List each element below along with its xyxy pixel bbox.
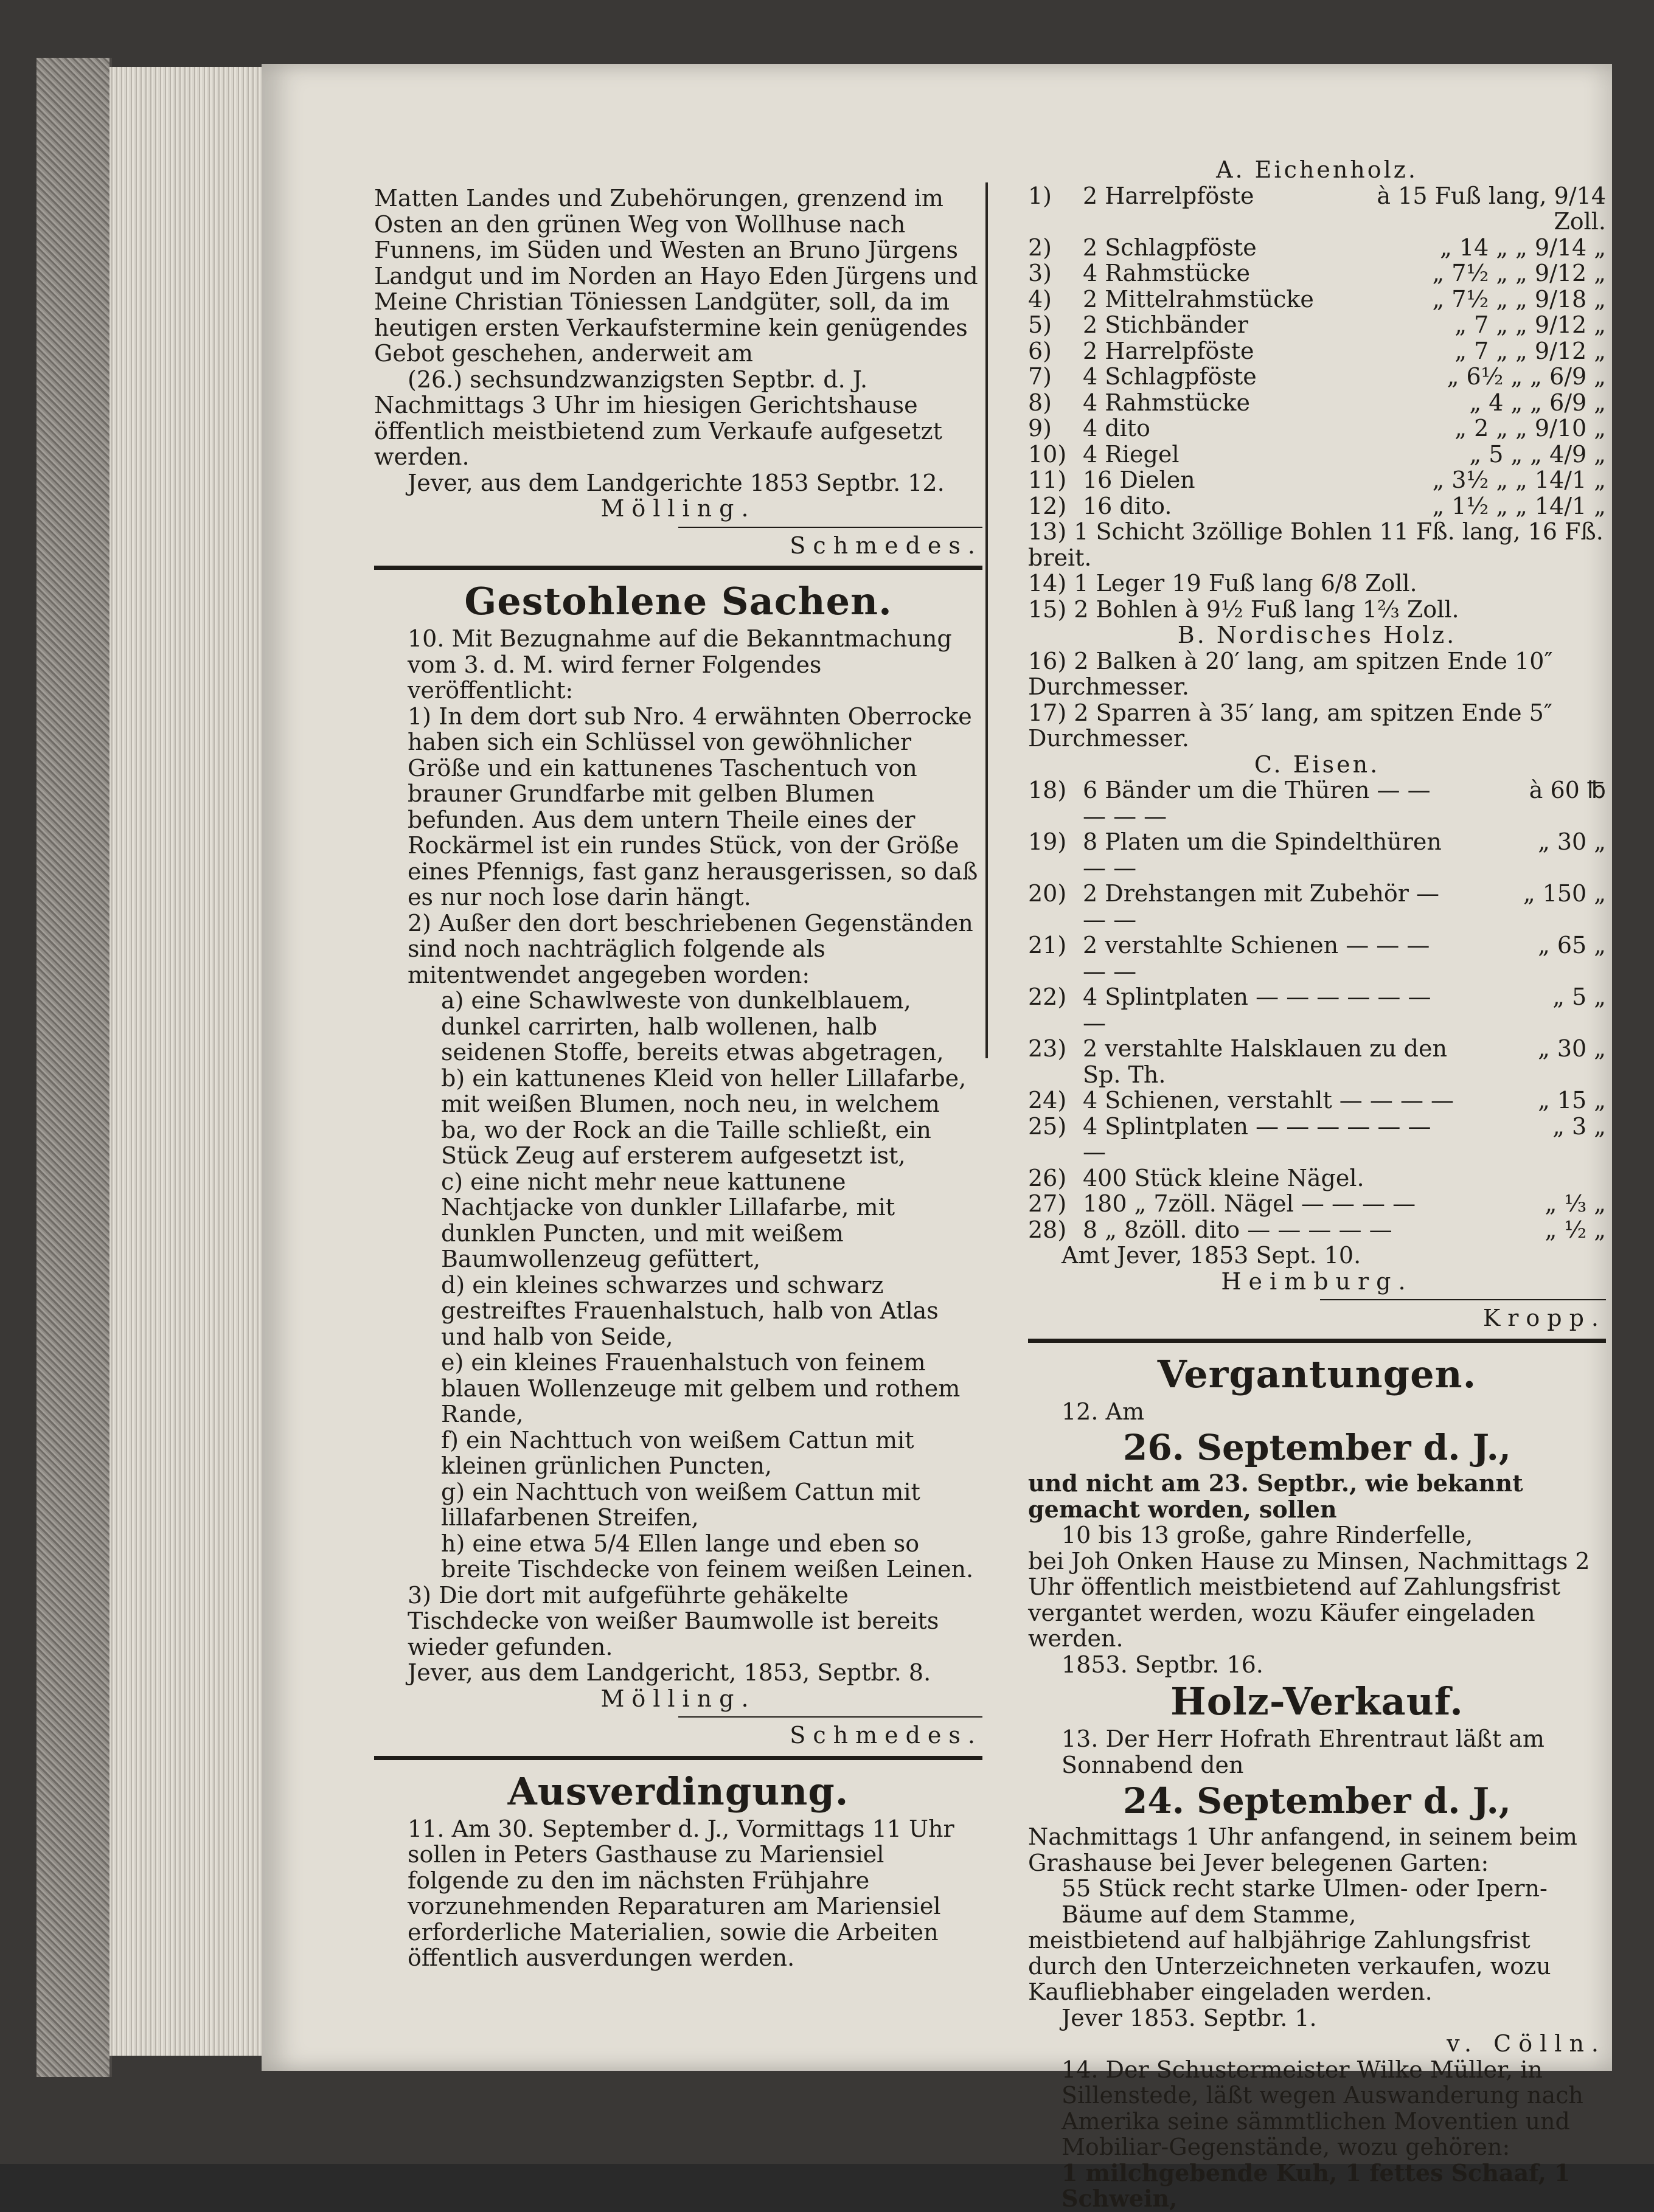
notice-10-item-1: 1) In dem dort sub Nro. 4 erwähnten Oberrocke haben sich ein Schlüssel von gewöhnlicher Größe und ein kattunenes Taschentuch von brauner Grundfarbe mit gelben Blumen befunden. Aus dem untern Theile eines der Rockärmel ist ein rundes Stück, von der Größe eines Pfennigs, fast ganz herausgerissen, so daß es nur noch lose darin hängt. [408,702,978,910]
list-item: 5) 2 Stichbänder „ 7 „ „ 9/12 „ [1028,311,1606,338]
list-item: 15) 2 Bohlen à 9½ Fuß lang 1⅔ Zoll. [1028,595,1459,623]
list-item: 13) 1 Schicht 3zöllige Bohlen 11 Fß. lang, 16 Fß. breit. [1028,518,1604,571]
list-item: 25) 4 Splintplaten — — — — — — — „ 3 „ [1028,1112,1606,1165]
list-item: 4) 2 Mittelrahmstücke „ 7½ „ „ 9/18 „ [1028,285,1606,313]
notice-14-goods: 1 milchgebende Kuh, 1 fettes Schaaf, 1 Schwein, [1062,2158,1571,2212]
signature: Schmedes. [790,532,982,559]
list-item: 17) 2 Sparren à 35′ lang, am spitzen Ende 5″ Durchmesser. [1028,699,1553,752]
notice-12-date: 26. September d. J., [1123,1427,1511,1468]
stolen-item: d) ein kleines schwarzes und schwarz gestreiftes Frauenhalstuch, halb von Atlas und halb von Seide, [441,1271,939,1350]
list-item: 1) 2 Harrelpföste à 15 Fuß lang, 9/14 Zoll. [1028,182,1606,235]
place-date: Amt Jever, 1853 Sept. 10. [1062,1242,1361,1269]
notice-13-text: meistbietend auf halbjährige Zahlungsfrist durch den Unterzeichneten verkaufen, wozu Kaufliebhaber eingeladen werden. [1028,1927,1551,2005]
heading-gestohlene-sachen: Gestohlene Sachen. [464,579,892,623]
signature: Mölling. [600,1685,756,1712]
list-item: 27) 180 „ 7zöll. Nägel — — — — „ ⅓ „ [1028,1190,1606,1217]
list-item: 22) 4 Splintplaten — — — — — — — „ 5 „ [1028,983,1606,1036]
list-item: 16) 2 Balken à 20′ lang, am spitzen Ende 10″ Durchmesser. [1028,647,1553,700]
list-item: 3) 4 Rahmstücke „ 7½ „ „ 9/12 „ [1028,260,1606,286]
signature: Kropp. [1482,1305,1606,1331]
column-divider [985,182,988,1058]
list-item: 11) 16 Dielen „ 3½ „ „ 14/1 „ [1028,466,1606,493]
stolen-item: b) ein kattunenes Kleid von heller Lillafarbe, mit weißen Blumen, noch neu, in welchem ba, wo der Rock an die Taille schließt, ein Stück Zeug auf ersterem aufgesetzt ist, [441,1064,967,1169]
subheading-nordisches-holz: B. Nordisches Holz. [1177,622,1457,648]
list-item: 8) 4 Rahmstücke „ 4 „ „ 6/9 „ [1028,389,1606,416]
stolen-item: e) ein kleines Frauenhalstuch von feinem blauen Wollenzeuge mit gelbem und rothem Rande, [441,1349,961,1427]
intro-text: Matten Landes und Zubehörungen, grenzend im Osten an den grünen Weg von Wollhuse nach Funnens, im Süden und Westen an Bruno Jürgens Landgut und im Norden an Hayo Eden Jürgens und Meine Christian Töniessen Landgüter, soll, da im heutigen ersten Verkaufstermine kein genügendes Gebot geschehen, anderweit am [374,185,978,367]
stolen-item: c) eine nicht mehr neue kattunene Nachtjacke von dunkler Lillafarbe, mit dunklen Puncten, und mit weißem Baumwollenzeug gefüttert, [441,1168,895,1272]
right-column [1028,157,1606,2212]
intro-text-2: Nachmittags 3 Uhr im hiesigen Gerichtshause öffentlich meistbietend zum Verkaufe aufgesetzt werden. [374,392,942,470]
notice-12-text: bei Joh Onken Hause zu Minsen, Nachmittags 2 Uhr öffentlich meistbietend auf Zahlungsfrist vergantet werden, wozu Käufer eingeladen werden. [1028,1547,1590,1652]
list-item: 2) 2 Schlagpföste „ 14 „ „ 9/14 „ [1028,234,1606,261]
list-item: 12) 16 dito. „ 1½ „ „ 14/1 „ [1028,492,1606,519]
list-item: 6) 2 Harrelpföste „ 7 „ „ 9/12 „ [1028,337,1606,364]
list-item: 28) 8 „ 8zöll. dito — — — — — „ ½ „ [1028,1216,1606,1243]
date-line: (26.) sechsundzwanzigsten Septbr. d. J. [408,366,868,393]
signature: Schmedes. [790,1722,982,1749]
subheading-eisen: C. Eisen. [1254,751,1380,778]
stolen-item: g) ein Nachttuch von weißem Cattun mit lillafarbenen Streifen, [441,1478,920,1531]
notice-12-text: und nicht am 23. Septbr., wie bekannt gemacht worden, sollen [1028,1469,1523,1523]
notice-10-item-2: 2) Außer den dort beschriebenen Gegenständen sind noch nachträglich folgende als mitentwendet angegeben worden: [408,909,973,988]
list-item: 26) 400 Stück kleine Nägel. [1028,1164,1364,1191]
list-item: 20) 2 Drehstangen mit Zubehör — — — „ 150 „ [1028,880,1606,933]
page-edges [109,67,268,2056]
notice-13: 13. Der Herr Hofrath Ehrentraut läßt am Sonnabend den [1062,1725,1545,1778]
divider [1320,1299,1606,1300]
stolen-item: a) eine Schawlweste von dunkelblauem, dunkel carrirten, halb wollenen, halb seidenen Stoffe, bereits etwas abgetragen, [441,987,944,1066]
heading-vergantungen: Vergantungen. [1157,1351,1477,1396]
notice-14: 14. Der Schustermeister Wilke Müller, in Sillenstede, läßt wegen Auswanderung nach Amerika seine sämmtlichen Moventien und Mobiliar-Gegenstände, wozu gehören: [1062,2056,1583,2160]
notice-11: 11. Am 30. September d. J., Vormittags 11 Uhr sollen in Peters Gasthause zu Mariensiel folgende zu den im nächsten Frühjahre vorzunehmenden Reparaturen am Mariensiel erforderliche Materialien, sowie die Arbeiten öffentlich ausverdungen werden. [408,1815,954,1971]
left-column [374,185,982,1971]
notice-13-text: Nachmittags 1 Uhr anfangend, in seinem beim Grashause bei Jever belegenen Garten: [1028,1823,1577,1876]
signature: Heimburg. [1221,1267,1413,1295]
list-item: 21) 2 verstahlte Schienen — — — — — „ 65 „ [1028,932,1606,985]
list-eichenholz [1028,183,1606,519]
list-item: 7) 4 Schlagpföste „ 6½ „ „ 6/9 „ [1028,363,1606,390]
divider [678,1716,982,1718]
stolen-item: f) ein Nachttuch von weißem Cattun mit kleinen grünlichen Puncten, [441,1426,914,1479]
signature: Mölling. [600,495,756,522]
list-item: 10) 4 Riegel „ 5 „ „ 4/9 „ [1028,440,1606,468]
notice-10: 10. Mit Bezugnahme auf die Bekanntmachung vom 3. d. M. wird ferner Folgendes veröffentlicht: [408,625,952,704]
divider [678,527,982,528]
list-item: 23) 2 verstahlte Halsklauen zu den Sp. Th. „ 30 „ [1028,1035,1606,1088]
place-date: Jever, aus dem Landgericht, 1853, Septbr. 8. [408,1659,931,1686]
list-item: 9) 4 dito „ 2 „ „ 9/10 „ [1028,415,1606,442]
notice-12-goods: 10 bis 13 große, gahre Rinderfelle, [1062,1522,1473,1548]
book-cover-edge [36,58,112,2077]
place-date: Jever, aus dem Landgerichte 1853 Septbr. 12. [408,469,945,496]
list-item: 19) 8 Platen um die Spindelthüren — — „ 30 „ [1028,828,1606,881]
place-date: 1853. Septbr. 16. [1062,1651,1263,1678]
signature: v. Cölln. [1447,2030,1606,2057]
list-item: 14) 1 Leger 19 Fuß lang 6/8 Zoll. [1028,570,1417,597]
notice-13-date: 24. September d. J., [1123,1780,1511,1822]
notice-12: 12. Am [1062,1398,1144,1425]
section-rule [374,1756,982,1760]
list-item: 18) 6 Bänder um die Thüren — — — — — à 60 ℔ [1028,777,1606,830]
list-eisen [1028,777,1606,1243]
heading-ausverdingung: Ausverdingung. [507,1769,849,1814]
heading-holz-verkauf: Holz-Verkauf. [1170,1679,1464,1724]
section-rule [374,566,982,570]
subheading-eichenholz: A. Eichenholz. [1216,156,1418,183]
notice-10-item-3: 3) Die dort mit aufgeführte gehäkelte Tischdecke von weißer Baumwolle ist bereits wieder gefunden. [408,1581,939,1660]
list-item: 24) 4 Schienen, verstahlt — — — — „ 15 „ [1028,1087,1606,1114]
section-rule [1028,1339,1606,1343]
stolen-item: h) eine etwa 5/4 Ellen lange und eben so breite Tischdecke von feinem weißen Leinen. [441,1530,974,1583]
notice-13-goods: 55 Stück recht starke Ulmen- oder Ipern-Bäume auf dem Stamme, [1062,1875,1548,1928]
place-date: Jever 1853. Septbr. 1. [1062,2004,1317,2031]
